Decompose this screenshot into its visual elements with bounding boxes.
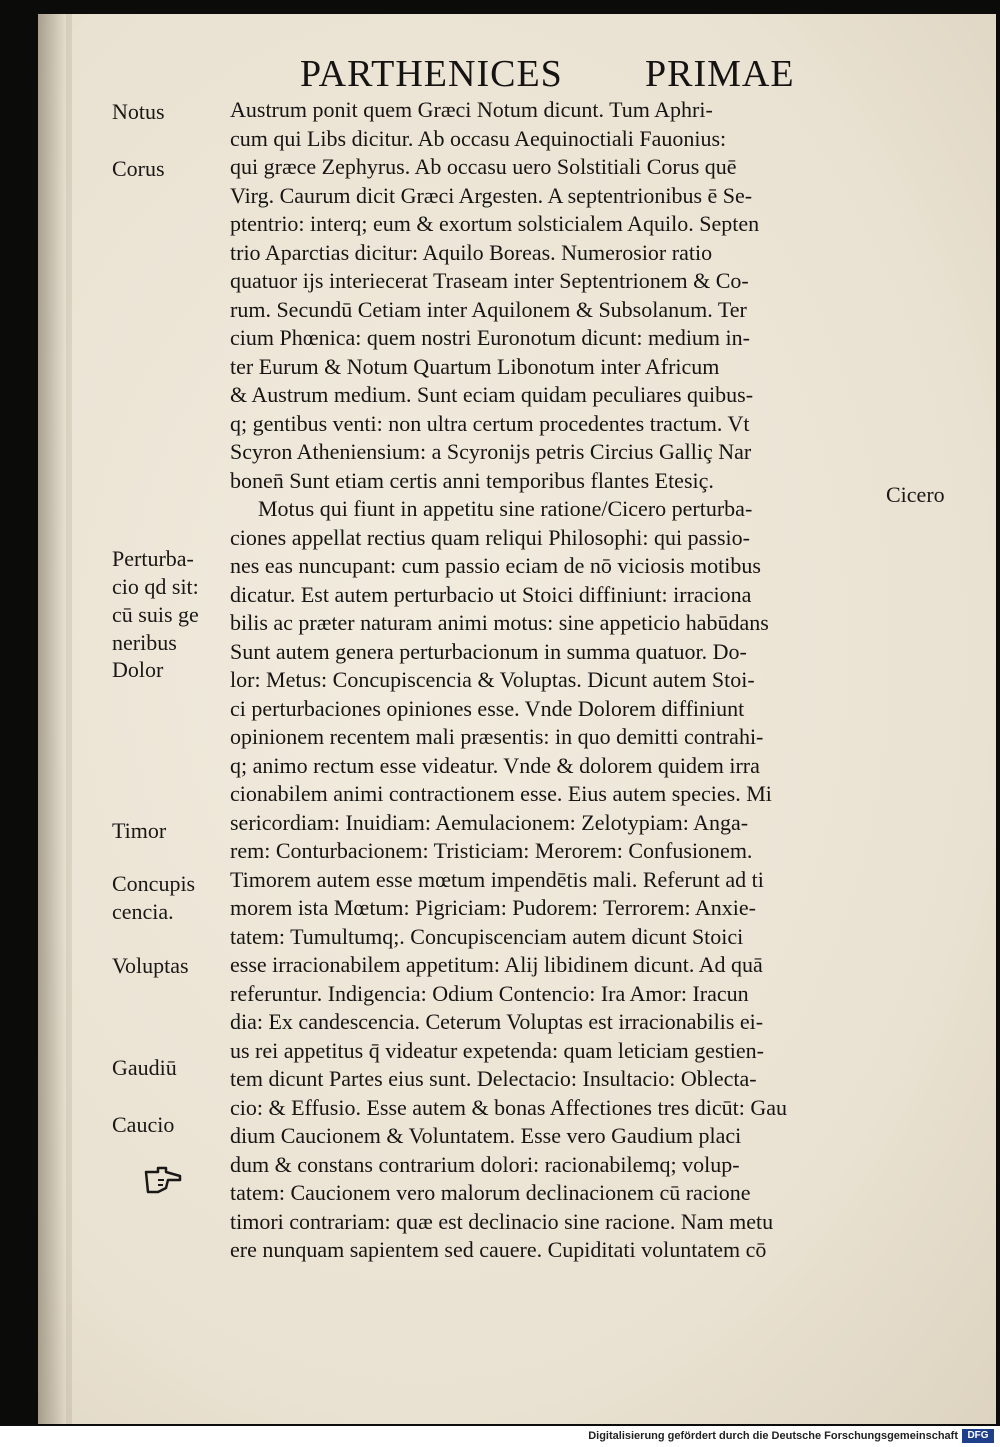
main-text-block (230, 96, 880, 1265)
text-line: morem ista Mœtum: Pigriciam: Pudorem: Terrorem: Anxie- (230, 895, 756, 920)
text-line: ter Eurum & Notum Quartum Libonotum inter Africum (230, 353, 720, 379)
text-line: ptentrio: interq; eum & exortum solsticialem Aquilo. Septen (230, 211, 760, 236)
text-line: dicatur. Est autem perturbacio ut Stoici diffiniunt: irraciona (230, 581, 752, 607)
text-line-paragraph-start: Motus qui fiunt in appetitu sine ratione/Cicero perturba- (258, 496, 753, 521)
text-line: ciones appellat rectius quam reliqui Philosophi: qui passio- (230, 524, 750, 550)
text-line: ci perturbaciones opiniones esse. Vnde Dolorem diffiniunt (230, 695, 745, 721)
page-gutter-shadow (38, 14, 68, 1424)
marginal-note-gaudium: Gaudiū (112, 1055, 177, 1080)
text-line: Scyron Atheniensium: a Scyronijs petris Circius Galliç Nar (230, 439, 752, 464)
pointing-hand-icon (144, 1166, 184, 1196)
text-line: dum & constans contrarium dolori: racionabilemq; volup- (230, 1151, 740, 1177)
text-line: & Austrum medium. Sunt eciam quidam peculiares quibus- (230, 382, 754, 407)
marginal-note-perturbacio-2: cio qd sit: (112, 574, 199, 599)
text-line: cum qui Libs dicitur. Ab occasu Aequinoctiali Fauonius: (230, 125, 727, 151)
marginal-note-concupiscencia-2: cencia. (112, 899, 174, 924)
text-line: timori contrariam: quæ est declinacio sine racione. Nam metu (230, 1208, 774, 1234)
text-line: nes eas nuncupant: cum passio eciam de nō viciosis motibus (230, 553, 761, 578)
text-line: cio: & Effusio. Esse autem & bonas Affectiones tres dicūt: Gau (230, 1094, 788, 1120)
marginal-note-perturbacio-4: neribus (112, 630, 177, 655)
text-line: q; gentibus venti: non ultra certum procedentes tractum. Vt (230, 410, 750, 436)
text-line: referuntur. Indigencia: Odium Contencio: Ira Amor: Iracun (230, 980, 749, 1006)
text-line: tatem: Tumultumq;. Concupiscenciam autem dicunt Stoici (230, 923, 744, 949)
text-line: dium Caucionem & Voluntatem. Esse vero Gaudium placi (230, 1123, 742, 1148)
text-line: qui græce Zephyrus. Ab occasu uero Solstitiali Corus quē (230, 154, 737, 179)
text-line: sericordiam: Inuidiam: Aemulacionem: Zelotypiam: Anga- (230, 809, 749, 835)
text-line: opinionem recentem mali præsentis: in quo demitti contrahi- (230, 724, 764, 749)
text-line: Virg. Caurum dicit Græci Argesten. A septentrionibus ē Se- (230, 182, 753, 208)
text-line: bilis ac præter naturam animi motus: sine appeticio habūdans (230, 610, 769, 635)
text-line: us rei appetitus q̄ videatur expetenda: quam leticiam gestien- (230, 1037, 764, 1063)
text-line: cium Phœnica: quem nostri Euronotum dicunt: medium in- (230, 325, 750, 350)
running-head-left: PARTHENICES (300, 53, 563, 95)
text-line: dia: Ex candescencia. Ceterum Voluptas est irracionabilis ei- (230, 1009, 764, 1034)
marginal-note-cicero: Cicero (886, 482, 945, 507)
digitization-credit: Digitalisierung gefördert durch die Deutsche Forschungsgemeinschaft (588, 1430, 958, 1442)
text-line: cionabilem animi contractionem esse. Eius autem species. Mi (230, 781, 772, 806)
text-line: q; animo rectum esse videatur. Vnde & dolorem quidem irra (230, 752, 760, 778)
text-line: ere nunquam sapientem sed cauere. Cupiditati voluntatem cō (230, 1237, 767, 1262)
marginal-note-timor: Timor (112, 818, 167, 843)
marginal-note-dolor: Dolor (112, 657, 164, 682)
text-line: Sunt autem genera perturbacionum in summa quatuor. Do- (230, 638, 747, 664)
marginal-note-voluptas: Voluptas (112, 953, 189, 978)
text-line: Timorem autem esse mœtum impendētis mali. Referunt ad ti (230, 866, 764, 892)
dfg-logo: DFG (962, 1429, 994, 1443)
marginal-note-caucio: Caucio (112, 1112, 175, 1137)
text-line: esse irracionabilem appetitum: Alij libidinem dicunt. Ad quā (230, 952, 763, 977)
marginal-note-notus: Notus (112, 99, 165, 124)
text-line: rem: Conturbacionem: Tristiciam: Merorem: Confusionem. (230, 838, 753, 863)
text-line: bonen̄ Sunt etiam certis anni temporibus flantes Etesiç. (230, 467, 714, 493)
text-line: Austrum ponit quem Græci Notum dicunt. Tum Aphri- (230, 97, 713, 122)
text-line: rum. Secundū Cetiam inter Aquilonem & Subsolanum. Ter (230, 296, 747, 322)
text-line: quatuor ijs interiecerat Traseam inter Septentrionem & Co- (230, 268, 749, 293)
page-edge (66, 14, 72, 1424)
running-head-right: PRIMAE (645, 53, 795, 95)
text-line: lor: Metus: Concupiscencia & Voluptas. Dicunt autem Stoi- (230, 667, 755, 692)
marginal-note-concupiscencia: Concupis (112, 871, 196, 896)
text-line: trio Aparctias dicitur: Aquilo Boreas. Numerosior ratio (230, 239, 713, 265)
marginal-note-perturbacio: Perturba- (112, 546, 194, 571)
text-line: tatem: Caucionem vero malorum declinacionem cū racione (230, 1180, 751, 1205)
marginal-note-corus: Corus (112, 156, 165, 181)
text-line: tem dicunt Partes eius sunt. Delectacio: Insultacio: Oblecta- (230, 1066, 757, 1091)
marginal-note-perturbacio-3: cū suis ge (112, 602, 199, 627)
